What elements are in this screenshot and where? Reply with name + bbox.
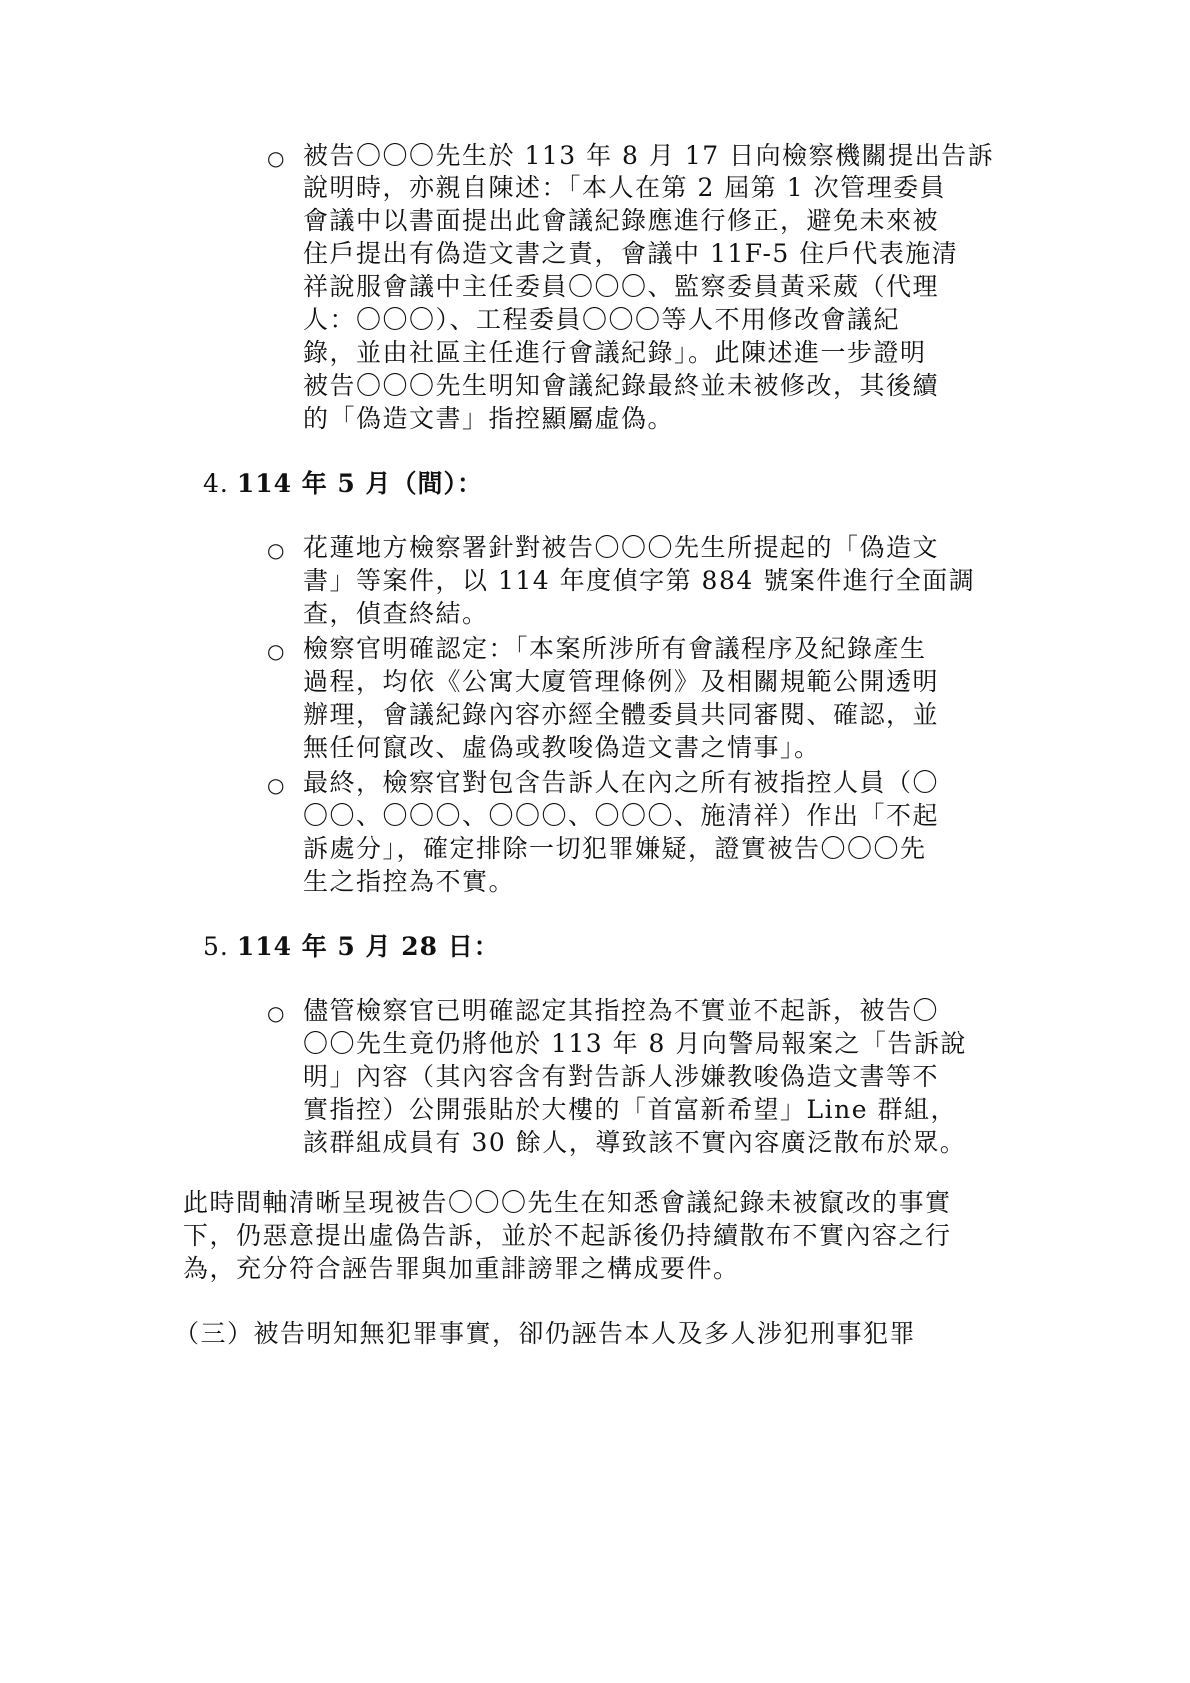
list-item-line: 生之指控為不實。 [303,867,516,896]
list-item-line: 該群組成員有 30 餘人，導致該不實內容廣泛散布於眾。 [303,1128,967,1157]
section-number: 5. [203,932,229,961]
bullet-marker: ○ [267,538,285,562]
bullet-marker: ○ [267,1001,285,1025]
bullet-marker: ○ [267,773,285,797]
list-item-line: 〇〇、〇〇〇、〇〇〇、〇〇〇、施清祥）作出「不起 [303,801,940,830]
list-item-line: 實指控）公開張貼於大樓的「首富新希望」Line 群組， [303,1095,957,1124]
section-number: 4. [203,469,229,498]
list-item-line: 訴處分」，確定排除一切犯罪嫌疑，證實被告〇〇〇先 [303,834,927,863]
summary-line: 為，充分符合誣告罪與加重誹謗罪之構成要件。 [183,1254,740,1283]
list-item-line: 無任何竄改、虛偽或教唆偽造文書之情事」。 [303,733,821,762]
paragraph-line: 錄，並由社區主任進行會議紀錄」。此陳述進一步證明 [303,338,927,367]
list-item-line: 花蓮地方檢察署針對被告〇〇〇先生所提起的「偽造文 [303,533,940,562]
paragraph-line: 說明時，亦親自陳述：「本人在第 2 屆第 1 次管理委員 [303,173,947,202]
paragraph-line: 的「偽造文書」指控顯屬虛偽。 [303,404,675,433]
list-item-line: 辦理，會議紀錄內容亦經全體委員共同審閱、確認，並 [303,700,940,729]
list-item-line: 檢察官明確認定：「本案所涉所有會議程序及紀錄產生 [303,634,927,663]
list-item-line: 〇〇先生竟仍將他於 113 年 8 月向警局報案之「告訴說 [303,1029,967,1058]
paragraph-line: 住戶提出有偽造文書之責，會議中 11F-5 住戶代表施清 [303,239,959,268]
summary-line: 此時間軸清晰呈現被告〇〇〇先生在知悉會議紀錄未被竄改的事實 [183,1188,952,1217]
subheading-three: （三）被告明知無犯罪事實，卻仍誣告本人及多人涉犯刑事犯罪 [174,1319,917,1348]
paragraph-line: 人：〇〇〇）、工程委員〇〇〇等人不用修改會議紀 [303,305,901,334]
section-heading-4 [203,466,483,502]
section-title: 114 年 5 月（間）： [236,469,484,498]
section-title: 114 年 5 月 28 日： [236,932,500,961]
paragraph-line: 祥說服會議中主任委員〇〇〇、監察委員黃采葳（代理 [303,272,940,301]
list-item-line: 最終，檢察官對包含告訴人在內之所有被指控人員（〇 [303,768,940,797]
list-item-line: 儘管檢察官已明確認定其指控為不實並不起訴，被告〇 [303,996,940,1025]
list-item-line: 明」內容（其內容含有對告訴人涉嫌教唆偽造文書等不 [303,1062,940,1091]
bullet-marker: ○ [267,146,285,170]
paragraph-line: 會議中以書面提出此會議紀錄應進行修正，避免未來被 [303,206,940,235]
summary-line: 下，仍惡意提出虛偽告訴，並於不起訴後仍持續散布不實內容之行 [183,1221,952,1250]
list-item-line: 書」等案件，以 114 年度偵字第 884 號案件進行全面調 [303,566,976,595]
paragraph-line: 被告〇〇〇先生明知會議紀錄最終並未被修改，其後續 [303,371,940,400]
section-heading-5 [203,929,500,965]
bullet-marker: ○ [267,639,285,663]
list-item-line: 查，偵查終結。 [303,599,489,628]
list-item-line: 過程，均依《公寓大廈管理條例》及相關規範公開透明 [303,667,940,696]
paragraph-line: 被告〇〇〇先生於 113 年 8 月 17 日向檢察機關提出告訴 [303,141,995,170]
